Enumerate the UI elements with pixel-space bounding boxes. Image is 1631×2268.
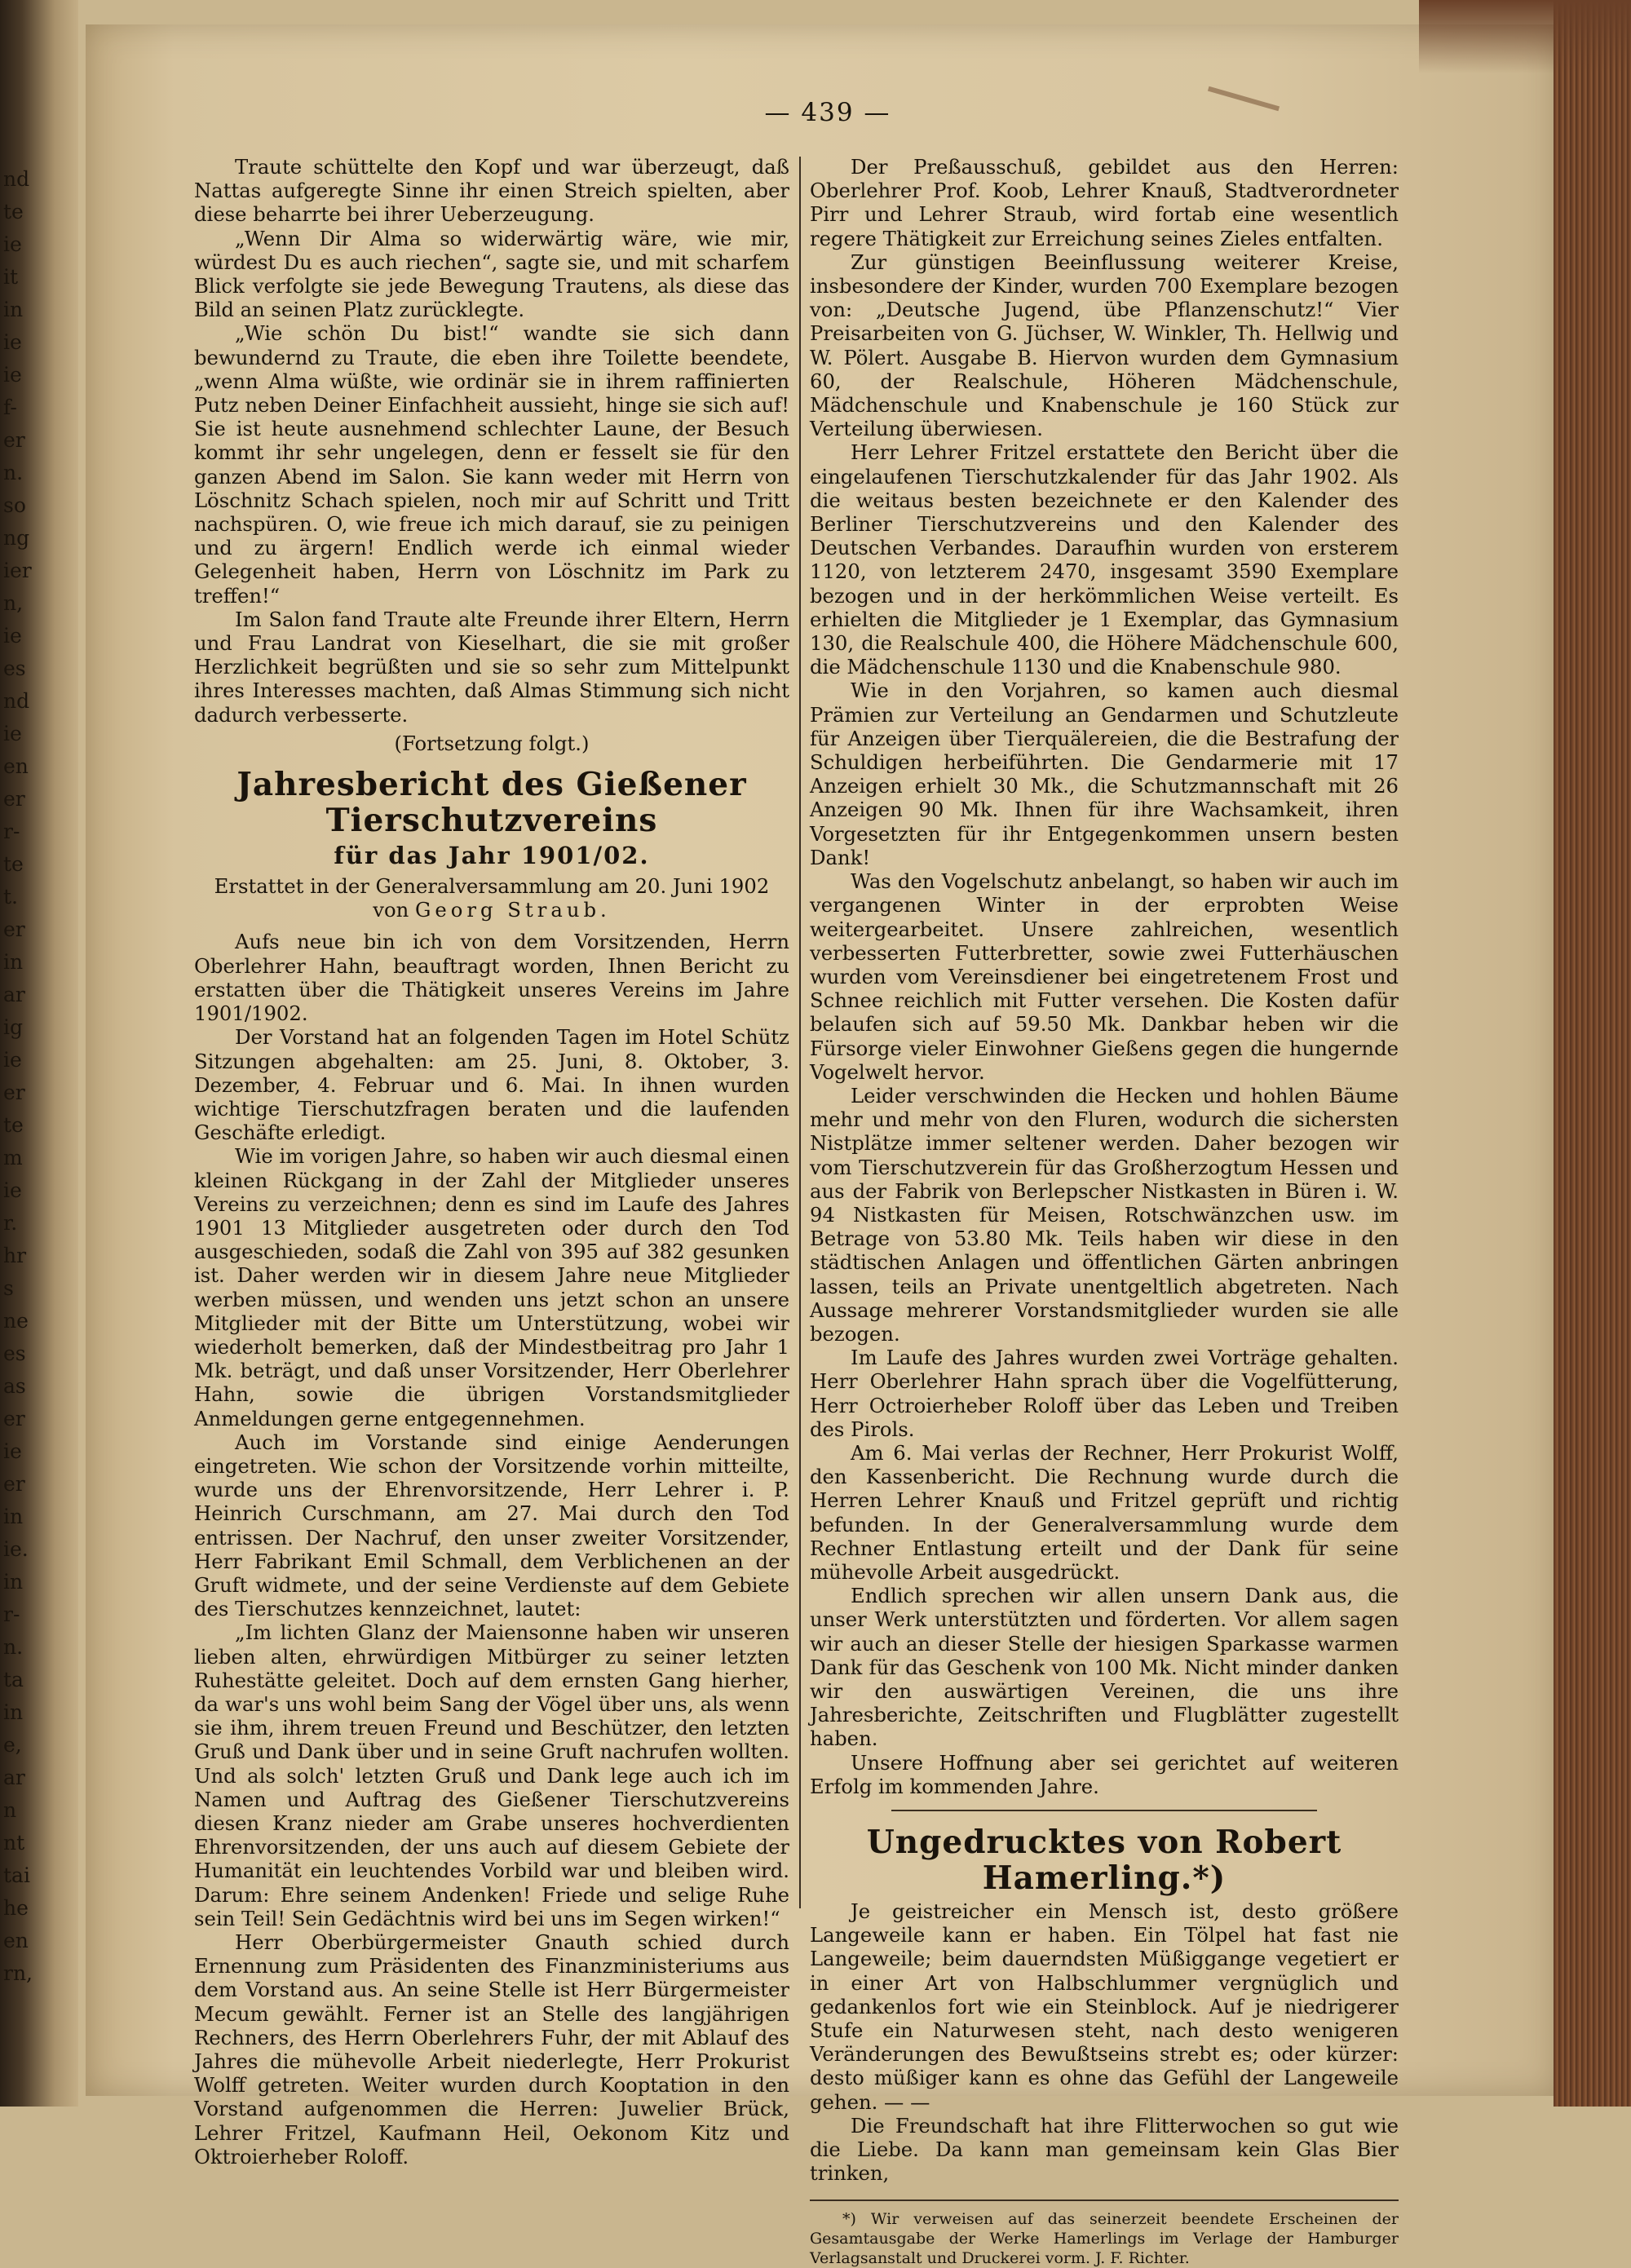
prev-page-fragment: r. (3, 1211, 18, 1235)
report-paragraph: Endlich sprechen wir allen unsern Dank aus, die unser Werk unterstützten und förderten. Vor allem sagen wir auch an dieser Stelle der hiesigen Sparkasse warmen Dank für das Geschenk von 100 Mk. Nicht minder danken wir den auswärtigen Vereinen, die uns ihre Jahresberichte, Zeitschriften und Flugblätter zugestellt haben. (810, 1584, 1399, 1751)
report-paragraph: Herr Lehrer Fritzel erstattete den Bericht über die eingelaufenen Tierschutzkalender für das Jahr 1902. Als die weitaus besten bezeichnete er den Kalender des Berliner Tierschutzvereins und den Kalender des Deutschen Verbandes. Daraufhin wurden von ersterem 1120, von letzterem 2470, insgesamt 3590 Exemplare bezogen und in der herkömmlichen Weise verteilt. Es erhielten die Mitglieder je 1 Exemplar, das Gymnasium 130, die Realschule 400, die Höhere Mädchenschule 600, die Mädchenschule 1130 und die Knabenschule 980. (810, 440, 1399, 679)
prev-page-fragment: in (3, 1570, 24, 1594)
prev-page-fragment: ie (3, 330, 22, 354)
prev-page-fragment: m (3, 1146, 23, 1169)
prev-page-fragment: e, (3, 1733, 22, 1757)
column-divider (799, 157, 801, 1908)
prev-page-fragment: er (3, 1407, 25, 1430)
byline-author: Georg Straub. (415, 898, 611, 922)
prev-page-fragment: es (3, 1342, 26, 1365)
footnote (810, 2199, 1399, 2268)
previous-page-edge (0, 0, 88, 2107)
story-paragraph: Im Salon fand Traute alte Freunde ihrer Eltern, Herrn und Frau Landrat von Kieselhart, die sie mit großer Herzlichkeit begrüßten und sie so sehr zum Mittelpunkt ihres Interesses machten, daß Almas Stimmung sich nicht dadurch verbesserte. (194, 607, 789, 727)
report-paragraph: Auch im Vorstande sind einige Aenderungen eingetreten. Wie schon der Vorsitzende vorhin mitteilte, wurde uns der Ehrenvorsitzende, Herr Lehrer i. P. Heinrich Curschmann, am 27. Mai durch den Tod entrissen. Der Nachruf, den unser zweiter Vorsitzender, Herr Fabrikant Emil Schmall, dem Verblichenen an der Gruft widmete, und der seine Verdienste auf dem Gebiete des Tierschutzes kennzeichnet, lautet: (194, 1430, 789, 1621)
prev-page-fragment: ar (3, 983, 25, 1006)
prev-page-fragment: he (3, 1896, 29, 1920)
prev-page-fragment: ie (3, 1048, 22, 1072)
prev-page-fragment: nt (3, 1831, 25, 1855)
section-separator (891, 1810, 1317, 1811)
prev-page-fragment: n. (3, 461, 24, 484)
obituary-quote: „Im lichten Glanz der Maiensonne haben wir unseren lieben alten, ehrwürdigen Mitbürger zu seiner letzten Ruhestätte geleitet. Doch auf dem ernsten Gang hierher, da war's uns wohl beim Sang der Vögel über uns, als wenn sie ihm, ihrem treuen Freund und Beschützer, den letzten Gruß und Dank über und in seine Gruft nachrufen wollten. Und als solch' letzten Gruß und Dank lege auch ich im Namen und Auftrag des Gießener Tierschutzvereins diesen Kranz nieder am Grabe unseres hochverdienten Ehrenvorsitzenden, der uns auch auf diesem Gebiete der Humanität ein leuchtendes Vorbild war und bleiben wird. Darum: Ehre seinem Andenken! Friede und selige Ruhe sein Teil! Sein Gedächtnis wird bei uns im Segen wirken!“ (194, 1620, 789, 1930)
prev-page-fragment: n, (3, 591, 24, 615)
report-paragraph: Am 6. Mai verlas der Rechner, Herr Prokurist Wolff, den Kassenbericht. Die Rechnung wurde durch die Herren Lehrer Knauß und Fritzel geprüft und richtig befunden. In der Generalversammlung wurde dem Rechner Entlastung erteilt und der Dank für seine mühevolle Arbeit ausgedrückt. (810, 1440, 1399, 1584)
prev-page-fragment: t. (3, 885, 18, 909)
page-number: — 439 — (764, 98, 891, 127)
footnote-text: *) Wir verweisen auf das seinerzeit beendete Erscheinen der Gesamtausgabe der Werke Hamerlings im Verlage der Hamburger Verlagsanstalt und Druckerei vorm. J. F. Richter. (810, 2210, 1399, 2268)
prev-page-fragment: f- (3, 396, 17, 419)
prev-page-fragment: ie (3, 1439, 22, 1463)
article-title: Jahresbericht des Gießener Tierschutzvereins (236, 766, 747, 840)
report-paragraph: Herr Oberbürgermeister Gnauth schied durch Ernennung zum Präsidenten des Finanzministeriums aus dem Vorstand aus. An seine Stelle ist Herr Bürgermeister Mecum gewählt. Ferner ist an Stelle des langjährigen Rechners, des Herrn Oberlehrers Fuhr, der mit Ablauf des Jahres die mühevolle Arbeit niederlegte, Herr Prokurist Wolff getreten. Weiter wurden durch Kooptation in den Vorstand aufgenommen die Herren: Juwelier Brück, Lehrer Fritzel, Kaufmann Heil, Oekonom Kitz und Oktroierheber Roloff. (194, 1930, 789, 2169)
prev-page-fragment: s (3, 1276, 14, 1300)
left-column (194, 155, 789, 2169)
prev-page-fragment: so (3, 493, 26, 517)
prev-page-fragment: te (3, 200, 24, 223)
prev-page-fragment: er (3, 1472, 25, 1496)
prev-page-fragment: ne (3, 1309, 29, 1333)
prev-page-fragment: ie (3, 624, 22, 648)
prev-page-fragment: in (3, 298, 24, 321)
byline-von: von (373, 898, 409, 922)
report-paragraph: Wie im vorigen Jahre, so haben wir auch diesmal einen kleinen Rückgang in der Zahl der Mitglieder unseres Vereins zu verzeichnen; denn es sind im Laufe des Jahres 1901 13 Mitglieder ausgetreten oder durch den Tod ausgeschieden, sodaß die Zahl von 395 auf 382 gesunken ist. Daher werden wir in diesem Jahre neue Mitglieder werben müssen, und wenden uns jetzt schon an unsere Mitglieder mit der Bitte um Unterstützung, wobei wir wiederholt bemerken, daß der Mindestbeitrag pro Jahr 1 Mk. beträgt, und daß unser Vorsitzender, Herr Oberlehrer Hahn, sowie die übrigen Vorstandsmitglieder Anmeldungen gerne entgegennehmen. (194, 1144, 789, 1430)
report-paragraph: Leider verschwinden die Hecken und hohlen Bäume mehr und mehr von den Fluren, wodurch die sichersten Nistplätze immer seltener werden. Daher bezogen wir vom Tierschutzverein für das Großherzogtum Hessen und aus der Fabrik von Berlepscher Nistkasten in Büren i. W. 94 Nistkasten für Meisen, Rotschwänzchen usw. im Betrage von 53.80 Mk. Teils haben wir diese in den städtischen Anlagen und öffentlichen Gärten anbringen lassen, teils an Private unentgeltlich abgetreten. Nach Aussage mehrerer Vorstandsmitglieder wurden sie alle bezogen. (810, 1083, 1399, 1346)
prev-page-fragment: ar (3, 1766, 25, 1789)
prev-page-fragment: er (3, 428, 25, 452)
page-edges-shadow (1419, 0, 1631, 73)
prev-page-fragment: r- (3, 820, 20, 843)
prev-page-fragment: r- (3, 1603, 20, 1626)
prev-page-fragment: n (3, 1798, 17, 1822)
report-paragraph: Im Laufe des Jahres wurden zwei Vorträge gehalten. Herr Oberlehrer Hahn sprach über die Vogelfütterung, Herr Octroierheber Roloff über das Leben und Treiben des Pirols. (810, 1346, 1399, 1441)
report-paragraph: Der Preßausschuß, gebildet aus den Herren: Oberlehrer Prof. Koob, Lehrer Knauß, Stadtverordneter Pirr und Lehrer Straub, wird fortab eine wesentlich regere Thätigkeit zur Erreichung seines Zieles entfalten. (810, 155, 1399, 250)
story-paragraph: Traute schüttelte den Kopf und war überzeugt, daß Nattas aufgeregte Sinne ihr einen Streich spielten, aber diese beharrte bei ihrer Ueberzeugung. (194, 155, 789, 227)
prev-page-fragment: ng (3, 526, 30, 550)
prev-page-fragment: n. (3, 1635, 24, 1659)
prev-page-fragment: ie. (3, 1537, 29, 1561)
prev-page-fragment: in (3, 1700, 24, 1724)
report-paragraph: Der Vorstand hat an folgenden Tagen im Hotel Schütz Sitzungen abgehalten: am 25. Juni, 8. Oktober, 3. Dezember, 4. Februar und 6. Mai. In ihnen wurden wichtige Tierschutzfragen beraten und die laufenden Geschäfte erledigt. (194, 1025, 789, 1145)
prev-page-fragment: in (3, 1505, 24, 1528)
prev-page-fragment: as (3, 1374, 26, 1398)
story-paragraph: „Wenn Dir Alma so widerwärtig wäre, wie mir, würdest Du es auch riechen“, sagte sie, und mit scharfem Blick verfolgte sie jede Bewegung Trautens, als diese das Bild an seinen Platz zurücklegte. (194, 226, 789, 322)
prev-page-fragment: er (3, 1081, 25, 1104)
prev-page-fragment: hr (3, 1244, 27, 1267)
prev-page-fragment: it (3, 265, 19, 289)
report-paragraph: Wie in den Vorjahren, so kamen auch diesmal Prämien zur Verteilung an Gendarmen und Schutzleute für Anzeigen über Tierquälereien, die die Bestrafung der Schuldigen herbeiführten. Die Gendarmerie mit 17 Anzeigen erhielt 30 Mk., die Schutzmannschaft mit 26 Anzeigen 90 Mk. Ihnen für ihre Wachsamkeit, ihren Vorgesetzten für ihr Entgegenkommen unsern besten Dank! (810, 679, 1399, 869)
byline-line: Erstattet in der Generalversammlung am 20. Juni 1902 (214, 874, 770, 899)
report-paragraph: Zur günstigen Beeinflussung weiterer Kreise, insbesondere der Kinder, wurden 700 Exemplare bezogen von: „Deutsche Jugend, übe Pflanzenschutz!“ Vier Preisarbeiten von G. Jüchser, W. Winkler, Th. Hellwig und W. Pölert. Ausgabe B. Hiervon wurden dem Gymnasium 60, der Realschule, Höheren Mädchenschule, Mädchenschule und Knabenschule je 160 Stück zur Verteilung überwiesen. (810, 250, 1399, 441)
prev-page-fragment: in (3, 950, 24, 974)
hamerling-paragraph: Die Freundschaft hat ihre Flitterwochen so gut wie die Liebe. Da kann man gemeinsam kein Glas Bier trinken, (810, 2113, 1399, 2186)
prev-page-fragment: ie (3, 722, 22, 745)
prev-page-fragment: tai (3, 1863, 30, 1887)
prev-page-fragment: nd (3, 689, 30, 713)
prev-page-fragment: ig (3, 1015, 23, 1039)
hamerling-title: Ungedrucktes von Robert Hamerling.*) (866, 1824, 1342, 1898)
page-edges-stack (1554, 0, 1631, 2107)
continuation-note: (Fortsetzung folgt.) (394, 731, 590, 755)
article-subtitle: für das Jahr 1901/02. (334, 842, 650, 870)
prev-page-fragment: rn, (3, 1961, 33, 1985)
prev-page-fragment: ie (3, 363, 22, 387)
prev-page-fragment: te (3, 1113, 24, 1137)
right-column (810, 155, 1399, 2268)
prev-page-fragment: ier (3, 559, 32, 582)
story-paragraph: „Wie schön Du bist!“ wandte sie sich dann bewundernd zu Traute, die eben ihre Toilette beendete, „wenn Alma wüßte, wie ordinär sie in ihrem raffinierten Putz neben Deiner Einfachheit aussieht, hinge sie sich auf! Sie ist heute ausnehmend schlechter Laune, der Besuch kommt ihr sehr ungelegen, denn er fesselt sie für den ganzen Abend im Salon. Sie kann weder mit Herrn von Löschnitz Schach spielen, noch mir auf Schritt und Tritt nachspüren. O, wie freue ich mich darauf, sie zu peinigen und zu ärgern! Endlich werde ich einmal wieder Gelegenheit haben, Herrn von Löschnitz im Park zu treffen!“ (194, 321, 789, 608)
article-byline (194, 874, 789, 922)
report-paragraph: Was den Vogelschutz anbelangt, so haben wir auch im vergangenen Winter in der erprobten Weise weitergearbeitet. Unsere zahlreichen, wesentlich verbesserten Futterbretter, sowie zwei Futterhäuschen wurden vom Vereinsdiener bei eingetretenem Frost und Schnee reichlich mit Futter versehen. Die Kosten dafür belaufen sich auf 59.50 Mk. Dankbar heben wir die Fürsorge vieler Einwohner Gießens gegen die hungernde Vogelwelt hervor. (810, 869, 1399, 1084)
prev-page-fragment: ie (3, 1178, 22, 1202)
prev-page-fragment: te (3, 852, 24, 876)
prev-page-fragment: nd (3, 167, 30, 191)
report-paragraph: Aufs neue bin ich von dem Vorsitzenden, Herrn Oberlehrer Hahn, beauftragt worden, Ihnen Bericht zu erstatten über die Thätigkeit unseres Vereins im Jahre 1901/1902. (194, 930, 789, 1026)
hamerling-paragraph: Je geistreicher ein Mensch ist, desto größere Langeweile kann er haben. Ein Tölpel hat fast nie Langeweile; beim dauerndsten Müßiggange vegetiert er in einer Art von Halbschlummer vergnüglich und gedankenlos fort wie ein Steinblock. Auf je niedrigerer Stufe ein Naturwesen steht, nach desto wenigeren Veränderungen des Bewußtseins strebt es; oder kürzer: desto müßiger kann es ohne das Gefühl der Langeweile gehen. — — (810, 1899, 1399, 2114)
prev-page-fragment: ie (3, 232, 22, 256)
prev-page-fragment: er (3, 787, 25, 811)
byline-author-line (194, 898, 789, 922)
report-paragraph: Unsere Hoffnung aber sei gerichtet auf weiteren Erfolg im kommenden Jahre. (810, 1750, 1399, 1798)
prev-page-fragment: er (3, 917, 25, 941)
prev-page-fragment: en (3, 1929, 29, 1952)
prev-page-fragment: es (3, 657, 26, 680)
prev-page-fragment: ta (3, 1668, 24, 1691)
prev-page-fragment: en (3, 754, 29, 778)
